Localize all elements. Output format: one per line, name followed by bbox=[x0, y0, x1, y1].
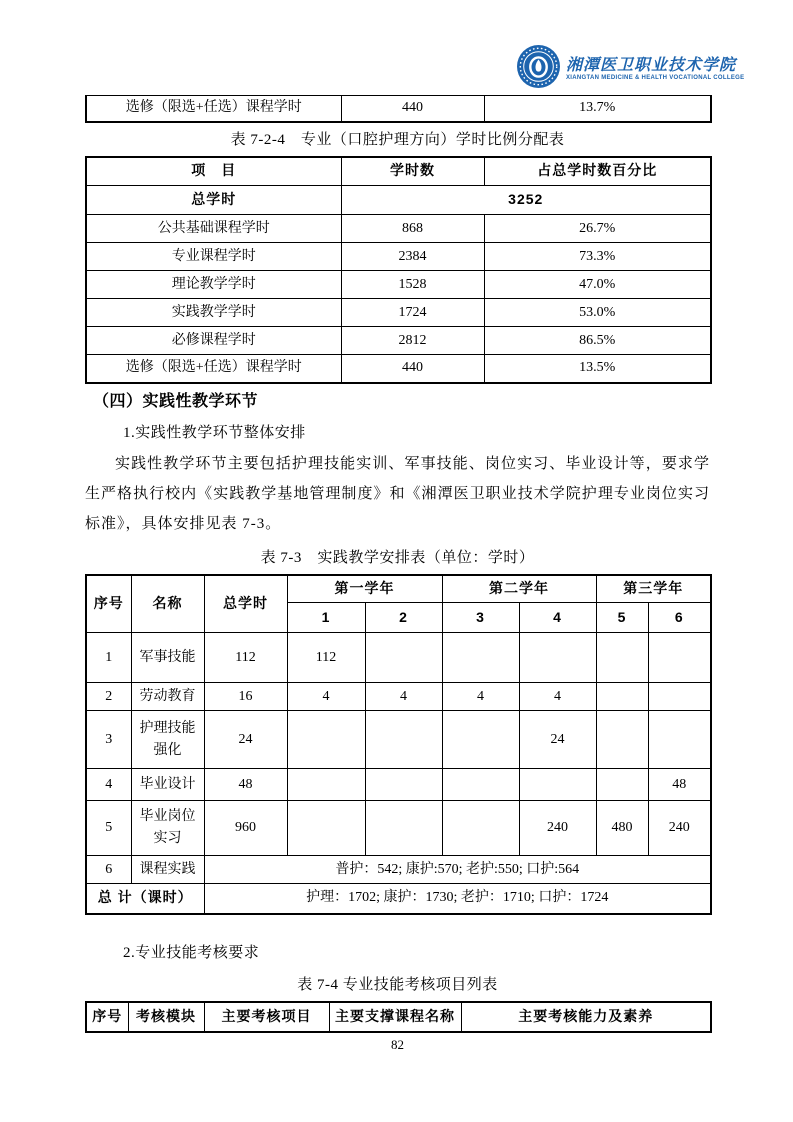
cell-sem bbox=[596, 633, 648, 683]
table-header-row-years bbox=[86, 575, 711, 603]
cell-sem bbox=[442, 633, 519, 683]
table-row bbox=[86, 299, 711, 327]
cell-total-label: 总 计（课时） bbox=[86, 884, 204, 914]
cell-sem: 24 bbox=[519, 711, 596, 769]
cell-sem bbox=[365, 801, 442, 856]
cell-sem: 240 bbox=[648, 801, 711, 856]
cell-sem bbox=[365, 633, 442, 683]
page-number: 82 bbox=[391, 1036, 404, 1052]
table-row-course-practice bbox=[86, 856, 711, 884]
table-header-row bbox=[86, 1002, 711, 1032]
header-item: 项 目 bbox=[86, 157, 341, 186]
cell-hours: 1528 bbox=[341, 271, 484, 299]
cell-total: 48 bbox=[204, 769, 287, 801]
table-prev-page-tail bbox=[85, 95, 712, 123]
header-sem-5: 5 bbox=[596, 603, 648, 633]
cell-sem bbox=[648, 711, 711, 769]
cell-label: 实践教学学时 bbox=[86, 299, 341, 327]
table-row bbox=[86, 355, 711, 383]
cell-total: 24 bbox=[204, 711, 287, 769]
header-total-hours: 总学时 bbox=[204, 575, 287, 633]
cell-label: 必修课程学时 bbox=[86, 327, 341, 355]
cell-seq: 5 bbox=[86, 801, 131, 856]
cell-sem bbox=[442, 801, 519, 856]
cell-seq: 4 bbox=[86, 769, 131, 801]
cell-sem bbox=[596, 769, 648, 801]
header-year2: 第二学年 bbox=[442, 575, 596, 603]
cell-sem: 4 bbox=[442, 683, 519, 711]
cell-seq: 6 bbox=[86, 856, 131, 884]
table-73-practice-schedule bbox=[85, 574, 712, 915]
table-row bbox=[86, 683, 711, 711]
cell-sem bbox=[519, 633, 596, 683]
header-sem-2: 2 bbox=[365, 603, 442, 633]
cell-label: 选修（限选+任选）课程学时 bbox=[86, 96, 341, 122]
table-row bbox=[86, 633, 711, 683]
cell-label: 公共基础课程学时 bbox=[86, 215, 341, 243]
cell-total-breakdown: 护理：1702; 康护：1730; 老护：1710; 口护：1724 bbox=[204, 884, 711, 914]
cell-percent: 13.7% bbox=[484, 96, 711, 122]
cell-sem bbox=[648, 633, 711, 683]
table-row bbox=[86, 327, 711, 355]
table-row bbox=[86, 243, 711, 271]
cell-hours: 440 bbox=[341, 355, 484, 383]
cell-name: 毕业设计 bbox=[131, 769, 204, 801]
cell-sem bbox=[287, 769, 365, 801]
section-paragraph: 实践性教学环节主要包括护理技能实训、军事技能、岗位实习、毕业设计等，要求学生严格执行校内《实践教学基地管理制度》和《湘潭医卫职业技术学院护理专业岗位实习标准》，具体安排见表 7-3。 bbox=[85, 455, 710, 532]
cell-sem bbox=[596, 711, 648, 769]
cell-name: 劳动教育 bbox=[131, 683, 204, 711]
table-724-hours-distribution bbox=[85, 156, 712, 384]
cell-percent: 53.0% bbox=[484, 299, 711, 327]
table-74-caption: 表 7-4 专业技能考核项目列表 bbox=[297, 976, 498, 993]
cell-hours: 440 bbox=[341, 96, 484, 122]
header-year1: 第一学年 bbox=[287, 575, 442, 603]
cell-hours: 2812 bbox=[341, 327, 484, 355]
cell-sem: 4 bbox=[365, 683, 442, 711]
header-sem-1: 1 bbox=[287, 603, 365, 633]
cell-hours: 1724 bbox=[341, 299, 484, 327]
table-row bbox=[86, 96, 711, 122]
cell-sem bbox=[287, 711, 365, 769]
cell-total: 960 bbox=[204, 801, 287, 856]
cell-percent: 13.5% bbox=[484, 355, 711, 383]
page-content bbox=[85, 0, 710, 1053]
cell-sem bbox=[442, 769, 519, 801]
subsection-2: 2.专业技能考核要求 bbox=[123, 944, 260, 961]
subsection-1: 1.实践性教学环节整体安排 bbox=[123, 424, 306, 441]
cell-practice-breakdown: 普护：542; 康护:570; 老护:550; 口护:564 bbox=[204, 856, 711, 884]
cell-sem: 48 bbox=[648, 769, 711, 801]
cell-sem bbox=[365, 769, 442, 801]
table-73-caption: 表 7-3 实践教学安排表（单位：学时） bbox=[260, 549, 535, 566]
cell-total: 16 bbox=[204, 683, 287, 711]
section-heading: （四）实践性教学环节 bbox=[93, 392, 259, 410]
cell-percent: 26.7% bbox=[484, 215, 711, 243]
cell-sem: 480 bbox=[596, 801, 648, 856]
table-row bbox=[86, 711, 711, 769]
cell-sem: 4 bbox=[287, 683, 365, 711]
cell-seq: 1 bbox=[86, 633, 131, 683]
cell-sem: 4 bbox=[519, 683, 596, 711]
cell-hours: 868 bbox=[341, 215, 484, 243]
cell-label: 选修（限选+任选）课程学时 bbox=[86, 355, 341, 383]
header-sem-6: 6 bbox=[648, 603, 711, 633]
cell-total-label: 总学时 bbox=[86, 186, 341, 215]
cell-percent: 86.5% bbox=[484, 327, 711, 355]
college-name-cn: 湘潭医卫职业技术学院 bbox=[566, 56, 737, 74]
header-seq: 序号 bbox=[86, 575, 131, 633]
cell-name: 护理技能强化 bbox=[131, 711, 204, 769]
cell-percent: 73.3% bbox=[484, 243, 711, 271]
cell-sem bbox=[648, 683, 711, 711]
cell-name: 军事技能 bbox=[131, 633, 204, 683]
header-ability: 主要考核能力及素养 bbox=[461, 1002, 711, 1032]
table-724-caption: 表 7-2-4 专业（口腔护理方向）学时比例分配表 bbox=[230, 131, 565, 148]
cell-hours: 2384 bbox=[341, 243, 484, 271]
header-percent: 占总学时数百分比 bbox=[484, 157, 711, 186]
cell-label: 专业课程学时 bbox=[86, 243, 341, 271]
cell-percent: 47.0% bbox=[484, 271, 711, 299]
cell-sem bbox=[287, 801, 365, 856]
table-row bbox=[86, 801, 711, 856]
header-module: 考核模块 bbox=[128, 1002, 204, 1032]
cell-total-value: 3252 bbox=[341, 186, 711, 215]
table-row-total bbox=[86, 884, 711, 914]
table-row bbox=[86, 215, 711, 243]
cell-total: 112 bbox=[204, 633, 287, 683]
header-name: 名称 bbox=[131, 575, 204, 633]
cell-sem bbox=[365, 711, 442, 769]
table-row bbox=[86, 271, 711, 299]
table-row bbox=[86, 769, 711, 801]
header-course: 主要支撑课程名称 bbox=[329, 1002, 461, 1032]
cell-sem: 112 bbox=[287, 633, 365, 683]
header-sem-3: 3 bbox=[442, 603, 519, 633]
header-sem-4: 4 bbox=[519, 603, 596, 633]
cell-name: 课程实践 bbox=[131, 856, 204, 884]
table-74-skill-assessment bbox=[85, 1001, 712, 1033]
header-seq: 序号 bbox=[86, 1002, 128, 1032]
cell-sem: 240 bbox=[519, 801, 596, 856]
header-hours: 学时数 bbox=[341, 157, 484, 186]
cell-sem bbox=[596, 683, 648, 711]
header-project: 主要考核项目 bbox=[204, 1002, 329, 1032]
table-header-row bbox=[86, 157, 711, 186]
cell-seq: 2 bbox=[86, 683, 131, 711]
cell-name: 毕业岗位实习 bbox=[131, 801, 204, 856]
cell-sem bbox=[519, 769, 596, 801]
header-year3: 第三学年 bbox=[596, 575, 711, 603]
college-name-en: XIANGTAN MEDICINE & HEALTH VOCATIONAL COLLEGE bbox=[566, 74, 745, 81]
cell-label: 理论教学学时 bbox=[86, 271, 341, 299]
cell-seq: 3 bbox=[86, 711, 131, 769]
table-total-row bbox=[86, 186, 711, 215]
cell-sem bbox=[442, 711, 519, 769]
